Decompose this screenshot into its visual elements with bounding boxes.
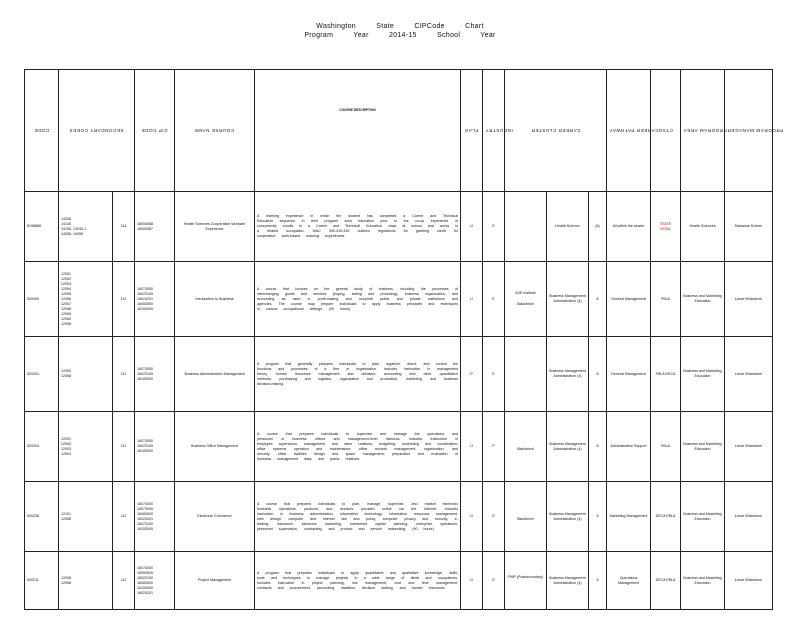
cell-program-manager: Lance Wickstrom: [725, 337, 773, 412]
cell-course-description: A program that prepares individuals to apply quantitative and qualitative knowledge, skills, tools and techniques to manage projects in a wide range of fields and occupations. Includes instruction in project planning, risk management, cost and time management, contracts and procurement, accounting, statistics, decision making, and human resources.: [255, 552, 461, 610]
cip-code: 16024201: [137, 590, 154, 595]
cip-code: 16073100: [137, 521, 154, 526]
cell-code: 520211: [25, 552, 59, 610]
cell-cip: [135, 262, 175, 337]
cell-flag2: P: [483, 412, 505, 482]
ctso-name: DECA FBLA: [655, 514, 676, 518]
cell-industry: [505, 552, 547, 610]
cell-ctso: [651, 192, 681, 262]
cell-hours: 112: [113, 482, 135, 552]
cell-career-pathway: All within the cluster: [607, 192, 651, 262]
header-program-area: PROGRAM AREA: [681, 70, 725, 192]
cell-flag: U: [461, 262, 483, 337]
table-row: [25, 337, 773, 412]
cell-flag2: E: [483, 337, 505, 412]
secondary-code: 12101: [61, 511, 71, 516]
cell-secondary-codes: [59, 412, 113, 482]
cip-code: 16053000: [137, 301, 154, 306]
cell-flag2: E: [483, 552, 505, 610]
cell-cip: [135, 552, 175, 610]
cell-career-cluster: Business Management Administration (4): [547, 412, 589, 482]
cell-cip: [135, 337, 175, 412]
secondary-code: 12051: [61, 271, 71, 276]
cip-code: 16023100: [137, 444, 154, 448]
industry-cert: ASK Institute: [515, 291, 536, 295]
industry-vendor: Blackbirch: [517, 302, 534, 306]
cell-ctso: [651, 337, 681, 412]
header-secondary-codes: SECONDARY CODES: [59, 70, 135, 192]
cell-program-area: Business and Marketing Education: [681, 412, 725, 482]
cell-cip: [135, 482, 175, 552]
cell-secondary-codes: [59, 482, 113, 552]
cell-industry: [505, 192, 547, 262]
secondary-code: 12058: [61, 516, 71, 521]
cip-code: 16073000: [137, 506, 154, 511]
cell-course-description: A course that focuses on the general study of business, including the processes of interchanging goods and services (buying, selling and producing), business organization, and accounting as used in profit-making and nonprofit public and private institutions and agencies. The course may prepare individuals to apply business principles and techniques in various occupational settings. (90 hours): [255, 262, 461, 337]
cell-career-pathway: Administrative Support: [607, 412, 651, 482]
header-industry: INDUSTRY: [483, 70, 505, 192]
ctso-name: FBLA DECA: [655, 371, 676, 376]
cell-career-pathway: Marketing Management: [607, 482, 651, 552]
table-row: [25, 262, 773, 337]
cell-course-name: Project Management: [175, 552, 255, 610]
cell-career-pathway: Operations Management: [607, 552, 651, 610]
industry-cert: PMP (Postsecondary): [508, 575, 543, 579]
header-course-name: COURSE NAME: [175, 70, 255, 192]
secondary-code: 14155, 14245-1: [61, 226, 87, 231]
secondary-code: 12058: [61, 580, 71, 585]
cell-program-area: Business and Marketing Education: [681, 482, 725, 552]
cell-program-manager: Marianne Scheer: [725, 192, 773, 262]
header-code: CODE: [25, 70, 59, 192]
cell-cluster-number: 8: [589, 262, 607, 337]
cell-flag: U: [461, 552, 483, 610]
cip-code: 16083000: [137, 580, 154, 585]
cip-code: 16073000: [137, 565, 154, 570]
cell-career-cluster: Business Management Administration (4): [547, 482, 589, 552]
secondary-code: 12055: [61, 291, 71, 296]
cip-code: 16153000: [137, 449, 154, 453]
cell-flag2: E: [483, 262, 505, 337]
cip-code: 16000087: [137, 226, 154, 231]
cip-code: 16073000: [137, 286, 154, 291]
header-cip: CIP CODE: [135, 70, 175, 192]
cip-code: 16153000: [137, 306, 154, 311]
secondary-code: 14145: [61, 221, 71, 226]
cell-program-manager: Lance Wickstrom: [725, 262, 773, 337]
cip-code: 16024201: [137, 296, 154, 301]
table-row: [25, 482, 773, 552]
cell-hours: 112: [113, 412, 135, 482]
cell-course-name: Business Administration Management: [175, 337, 255, 412]
table-row: [25, 552, 773, 610]
ctso-state: STATE: [659, 221, 672, 226]
header-ctso: CTSO: [651, 70, 681, 192]
header-row: [25, 70, 773, 192]
industry-vendor: Blackbirch: [517, 447, 534, 451]
cell-cluster-number: 8: [589, 412, 607, 482]
cip-code: 16073000: [137, 439, 154, 443]
secondary-code: 12008: [61, 575, 71, 580]
secondary-code: 12001: [61, 436, 71, 441]
cell-hours: 114: [113, 192, 135, 262]
cell-program-area: Business and Marketing Education: [681, 552, 725, 610]
cell-ctso: [651, 262, 681, 337]
cell-course-name: Introduction to Business: [175, 262, 255, 337]
cell-cluster-number: 8: [589, 337, 607, 412]
cell-code: 520201: [25, 337, 59, 412]
title-line1: Washington State CIPCode Chart: [316, 23, 484, 30]
chart-title: [0, 22, 800, 40]
industry-vendor: Blackbirch: [517, 517, 534, 521]
cell-cip: [135, 412, 175, 482]
cip-code: 16024201: [137, 516, 154, 521]
cell-course-name: Business Office Management: [175, 412, 255, 482]
cell-secondary-codes: [59, 337, 113, 412]
cell-hours: 112: [113, 337, 135, 412]
cell-program-area: Business and Marketing Education: [681, 262, 725, 337]
cell-flag2: E: [483, 192, 505, 262]
header-program-manager: PROGRAM MANAGER: [725, 70, 773, 192]
cell-flag: U: [461, 192, 483, 262]
secondary-code: 12052: [61, 276, 71, 281]
cell-course-name: Health Sciences Cooperative Worksite Experience: [175, 192, 255, 262]
header-flag: FLAG: [461, 70, 483, 192]
cell-ctso: [651, 552, 681, 610]
cell-course-description: A course that prepares individuals to supervise and manage the operations and personnel of business offices and management-level divisions. Includes instruction in employee supervision, management, and labor relations; budgeting; scheduling and coordination; office systems operation and maintenance; office records management, organization, and security; office facilities design and space management; preparation and evaluation of business management data; and public relations.: [255, 412, 461, 482]
cell-flag: P: [461, 337, 483, 412]
cip-code: 16073000: [137, 366, 154, 371]
cell-code: 520204: [25, 412, 59, 482]
cell-cluster-number: 8: [589, 552, 607, 610]
cip-code: 16153000: [137, 376, 154, 381]
cell-code: 520000: [25, 262, 59, 337]
cip-code: 16023100: [137, 371, 154, 376]
secondary-code: 12058: [61, 321, 71, 326]
cell-ctso: [651, 412, 681, 482]
cell-career-pathway: General Management: [607, 337, 651, 412]
cell-flag: U: [461, 412, 483, 482]
ctso-name: HOSA: [660, 226, 671, 231]
cell-program-manager: Lance Wickstrom: [725, 482, 773, 552]
secondary-code: 12058: [61, 306, 71, 311]
cell-industry: [505, 262, 547, 337]
cell-industry: [505, 482, 547, 552]
cip-code: 16023100: [137, 575, 154, 580]
cell-career-pathway: General Management: [607, 262, 651, 337]
cell-career-cluster: Business Management Administration (4): [547, 552, 589, 610]
cell-ctso: [651, 482, 681, 552]
cell-secondary-codes: [59, 262, 113, 337]
secondary-code: 12003: [61, 446, 71, 451]
cell-cip: [135, 192, 175, 262]
header-course-description: COURSE DESCRIPTION: [255, 70, 461, 192]
cell-secondary-codes: [59, 552, 113, 610]
cell-program-area: Business and Marketing Education: [681, 337, 725, 412]
cell-hours: 112: [113, 262, 135, 337]
secondary-code: 12002: [61, 441, 71, 446]
cell-code: 520208: [25, 482, 59, 552]
secondary-code: 14338: [61, 216, 71, 221]
cell-course-description: A learning experience in which the student has completed a Career and Technical Education sequence in their program area education prior to the co-op experience or concurrently enrolls in a Career and Technical Education class at school and works in a related occupation. WAC 392-410-315 outlines regulations for granting credit for cooperative work-based learning experiences.: [255, 192, 461, 262]
cell-career-cluster: Health Science: [547, 192, 589, 262]
secondary-code: 12054: [61, 286, 71, 291]
cip-code: 16153000: [137, 526, 154, 531]
cell-program-manager: Lance Wickstrom: [725, 412, 773, 482]
cell-cluster-number: 8: [589, 482, 607, 552]
secondary-code: 12059: [61, 311, 71, 316]
cell-flag2: E: [483, 482, 505, 552]
cip-code: 16023100: [137, 291, 154, 296]
cell-career-cluster: Business Management Administration (4): [547, 262, 589, 337]
cell-industry: [505, 337, 547, 412]
table-row: [25, 412, 773, 482]
cell-code: 5198888: [25, 192, 59, 262]
cip-code: 16053000: [137, 570, 154, 575]
cip-code: 16153000: [137, 585, 154, 590]
cell-career-cluster: Business Management Administration (4): [547, 337, 589, 412]
cell-course-description: A course that prepares individuals to plan, manage, supervise, and market electronic business operations, products, and services provided online via the Internet. Includes instruction in business administration, information technology, information resources management, web design, computer and internet law and policy, computer privacy and security, e-trading, insurance, electronic marketing, investment capital planning, enterprise operations, personnel supervision, contracting, and product and service networking. (90 hours): [255, 482, 461, 552]
header-career-pathway: CAREER PATHWAY: [607, 70, 651, 192]
secondary-code: 12058: [61, 374, 71, 378]
title-line2: Program Year 2014-15 School Year: [304, 32, 496, 39]
cell-program-area: Health Sciences: [681, 192, 725, 262]
cell-industry: [505, 412, 547, 482]
cell-program-manager: Lance Wickstrom: [725, 552, 773, 610]
cell-course-description: A program that generally prepares individuals to plan, organize, direct, and control the functions and processes of a firm or organization. Includes instruction in management theory, human resources management and behavior, accounting and other quantitative methods, purchasing and logistics, organization and production, marketing, and business decision-making.: [255, 337, 461, 412]
cip-code: 16083000: [137, 511, 154, 516]
secondary-code: 12057: [61, 301, 71, 306]
ctso-name: DECA FBLA: [655, 578, 676, 582]
cell-course-name: Electronic Commerce: [175, 482, 255, 552]
secondary-code: 12052: [61, 369, 71, 373]
header-career-cluster: CAREER CLUSTER: [505, 70, 607, 192]
table-row: [25, 192, 773, 262]
cell-cluster-number: (6): [589, 192, 607, 262]
cip-code: 16073000: [137, 501, 154, 506]
ctso-name: FBLA: [661, 296, 671, 301]
cell-hours: 112: [113, 552, 135, 610]
secondary-code: 12056: [61, 296, 71, 301]
secondary-code: 12004: [61, 451, 71, 456]
secondary-code: 12060: [61, 316, 71, 321]
cip-table: [24, 69, 784, 610]
cell-secondary-codes: [59, 192, 113, 262]
ctso-name: FBLA: [661, 444, 671, 448]
cell-flag: U: [461, 482, 483, 552]
secondary-code: 12053: [61, 281, 71, 286]
secondary-code: 14055, 14055: [61, 231, 83, 236]
cip-code: 16000068: [137, 221, 154, 226]
